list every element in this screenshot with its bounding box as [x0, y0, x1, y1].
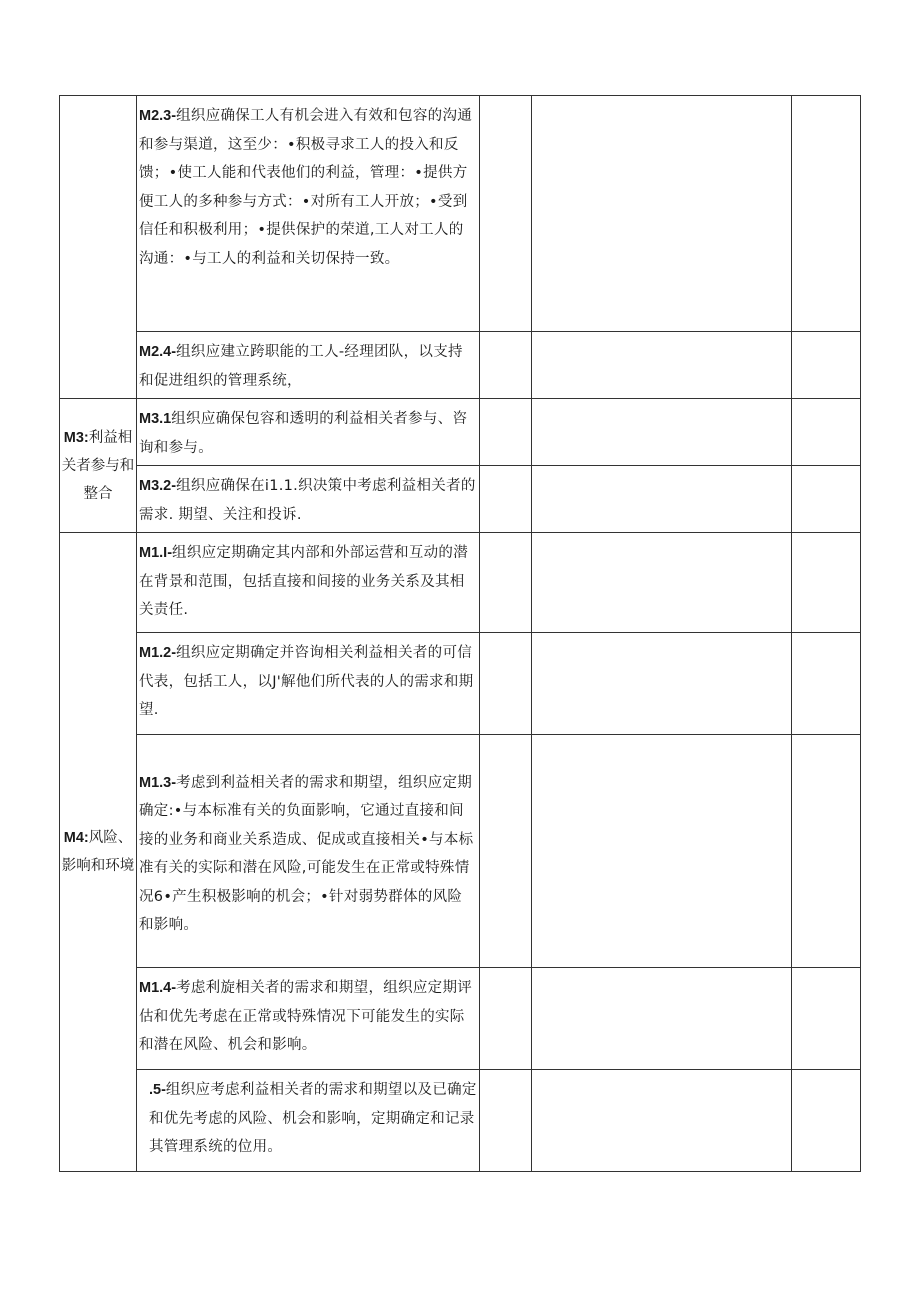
table-row: [60, 332, 861, 399]
table-row: [60, 399, 861, 466]
clause-code: M3.2-: [139, 478, 177, 494]
table-row: [60, 1070, 861, 1172]
score-cell[interactable]: [480, 466, 532, 533]
score-cell[interactable]: [480, 735, 532, 968]
evidence-cell[interactable]: [532, 533, 792, 633]
evidence-cell[interactable]: [532, 466, 792, 533]
remark-cell[interactable]: [792, 332, 861, 399]
remark-cell[interactable]: [792, 399, 861, 466]
evidence-cell[interactable]: [532, 735, 792, 968]
remark-cell[interactable]: [792, 968, 861, 1070]
score-cell[interactable]: [480, 533, 532, 633]
group-cell: [60, 533, 137, 1172]
evidence-cell[interactable]: [532, 633, 792, 735]
clause-text: 考虑到利益相关者的需求和期望，组织应定期确定:•与本标准有关的负面影响，它通过直接和间接的业务和商业关系造成、促成或直接相关•与本标准有关的实际和潜在风险,可能发生在正常或特殊情况6•产生积极影响的机会；•针对弱势群体的风险和影响。: [139, 774, 474, 933]
clause-text: 组织应建立跨职能的工人-经理团队，以支持和促进组织的管理系统，: [139, 344, 463, 389]
score-cell[interactable]: [480, 399, 532, 466]
clause-cell: [137, 533, 480, 633]
table-row: [60, 466, 861, 533]
clause-cell: [137, 968, 480, 1070]
score-cell[interactable]: [480, 96, 532, 332]
remark-cell[interactable]: [792, 1070, 861, 1172]
clause-text: 组织应确保包容和透明的利益相关者参与、咨询和参与。: [139, 411, 468, 456]
clause-code: M1.2-: [139, 645, 177, 661]
clause-code: M2.4-: [139, 344, 177, 360]
group-code: M3:: [63, 429, 89, 446]
remark-cell[interactable]: [792, 735, 861, 968]
evidence-cell[interactable]: [532, 399, 792, 466]
score-cell[interactable]: [480, 633, 532, 735]
group-label: 风险、影响和环境: [61, 830, 135, 874]
clause-text: 组织应确保工人有机会进入有效和包容的沟通和参与渠道，这至少：•积极寻求工人的投入和反馈；•使工人能和代表他们的利益，管理：•提供方便工人的多种参与方式：•对所有工人开放；•受到信任和积极利用；•提供保护的荣道,工人对工人的沟通：•与工人的利益和关切保持一致。: [139, 108, 473, 267]
table-row: [60, 633, 861, 735]
remark-cell[interactable]: [792, 466, 861, 533]
group-cell: [60, 96, 137, 399]
remark-cell[interactable]: [792, 533, 861, 633]
clause-text: 组织应考虑利益相关者的需求和期望以及已确定和优先考虑的风险、机会和影响，定期确定和记录其管理系统的位用。: [149, 1082, 477, 1155]
score-cell[interactable]: [480, 968, 532, 1070]
clause-code: .5-: [149, 1082, 166, 1098]
clause-cell: [137, 399, 480, 466]
clause-text: 组织应定期确定其内部和外部运营和互动的潜在背景和范围，包括直接和间接的业务关系及其相关责任.: [139, 545, 469, 618]
clause-text: 组织应确保在i1.1.织决策中考虑利益相关者的需求. 期望、关注和投诉.: [139, 478, 476, 523]
clause-cell: [137, 466, 480, 533]
evidence-cell[interactable]: [532, 968, 792, 1070]
table-row: [60, 533, 861, 633]
table-row: [60, 735, 861, 968]
clause-code: M3.1: [139, 411, 172, 427]
clause-cell: [137, 633, 480, 735]
clause-text: 组织应定期确定并咨询相关利益相关者的可信代表，包括工人，以J'解他们所代表的人的需求和期望.: [139, 645, 474, 718]
group-code: M4:: [63, 830, 89, 846]
clause-cell: [137, 332, 480, 399]
clause-text: 考虑利旋相关者的需求和期望，组织应定期评估和优先考虑在正常或特殊情况下可能发生的实际和潜在风险、机会和影响。: [139, 980, 473, 1053]
clause-cell: [137, 96, 480, 332]
requirements-table: [59, 95, 861, 1172]
clause-code: M1.3-: [139, 774, 177, 791]
group-label: 利益相关者参与和整合: [61, 429, 135, 502]
clause-code: M1.4-: [139, 980, 177, 996]
clause-cell: [137, 735, 480, 968]
remark-cell[interactable]: [792, 633, 861, 735]
clause-code: M1.I-: [139, 545, 173, 561]
evidence-cell[interactable]: [532, 96, 792, 332]
evidence-cell[interactable]: [532, 332, 792, 399]
group-cell: [60, 399, 137, 533]
score-cell[interactable]: [480, 1070, 532, 1172]
score-cell[interactable]: [480, 332, 532, 399]
table-row: [60, 968, 861, 1070]
clause-code: M2.3-: [139, 108, 177, 124]
clause-cell: [137, 1070, 480, 1172]
evidence-cell[interactable]: [532, 1070, 792, 1172]
remark-cell[interactable]: [792, 96, 861, 332]
table-row: [60, 96, 861, 332]
